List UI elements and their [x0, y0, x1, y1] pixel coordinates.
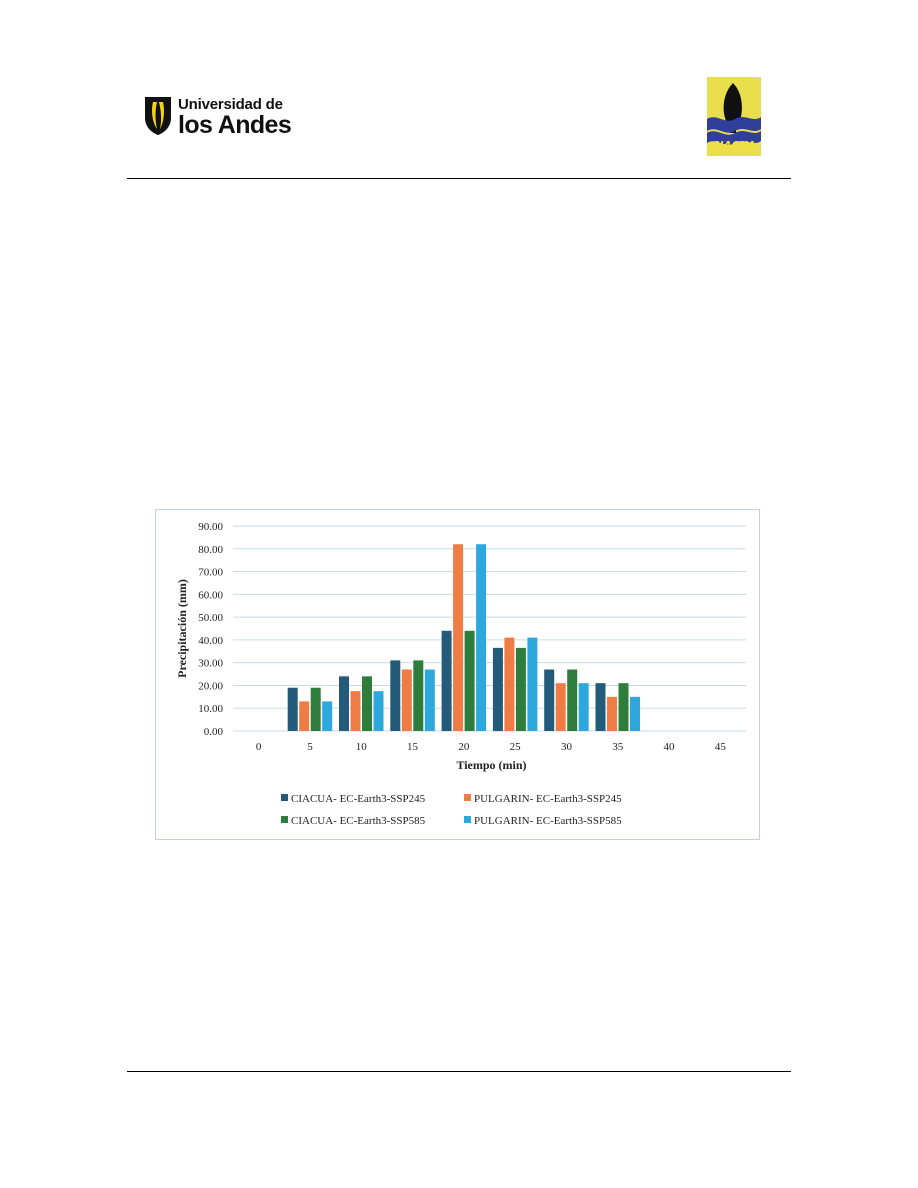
bar: [339, 676, 349, 731]
x-tick-label: 20: [458, 741, 470, 753]
y-tick-label: 30.00: [198, 657, 223, 670]
legend-swatch: [281, 816, 288, 823]
x-tick-label: 25: [509, 741, 521, 753]
bar: [351, 691, 361, 731]
legend-label: PULGARIN- EC-Earth3-SSP585: [474, 815, 622, 827]
footer-divider: [127, 1071, 791, 1072]
bar: [630, 697, 640, 731]
bar: [442, 631, 452, 731]
legend-label: CIACUA- EC-Earth3-SSP585: [291, 815, 426, 827]
legend-swatch: [464, 794, 471, 801]
bar: [374, 691, 384, 731]
bar: [556, 683, 566, 731]
x-tick-label: 35: [612, 741, 624, 753]
bar: [390, 660, 400, 731]
y-tick-label: 70.00: [198, 566, 223, 579]
precipitation-chart: [155, 509, 760, 840]
bar: [504, 638, 514, 731]
legend-swatch: [464, 816, 471, 823]
uniandes-logo-line2: los Andes: [178, 111, 292, 139]
bar: [413, 660, 423, 731]
bar: [493, 648, 503, 731]
uniandes-shield-icon: [142, 94, 174, 136]
ciacua-logo-text: CIACUA: [711, 140, 757, 151]
ciacua-logo: [707, 77, 761, 156]
bar: [322, 701, 332, 731]
bar: [311, 688, 321, 731]
bar: [288, 688, 298, 731]
bar: [476, 544, 486, 731]
x-tick-label: 40: [663, 741, 675, 753]
x-tick-label: 10: [355, 741, 367, 753]
x-tick-label: 30: [560, 741, 572, 753]
bar: [465, 631, 475, 731]
bar: [516, 648, 526, 731]
y-tick-label: 80.00: [198, 543, 223, 556]
bar: [527, 638, 537, 731]
header-divider: [127, 178, 791, 179]
x-tick-label: 15: [407, 741, 419, 753]
y-tick-label: 90.00: [198, 521, 223, 533]
universidad-de-los-andes-logo: [142, 94, 292, 139]
legend-label: PULGARIN- EC-Earth3-SSP245: [474, 793, 622, 805]
uniandes-logo-line1: Universidad de: [178, 96, 283, 113]
bar: [596, 683, 606, 731]
bar: [619, 683, 629, 731]
x-axis-title: Tiempo (min): [456, 758, 527, 772]
bar: [299, 701, 309, 731]
x-tick-label: 0: [255, 741, 262, 753]
bar: [607, 697, 617, 731]
bar: [544, 670, 554, 732]
bar: [567, 670, 577, 732]
bar: [425, 670, 435, 732]
bar: [453, 544, 463, 731]
bar: [402, 670, 412, 732]
y-tick-label: 0.00: [203, 726, 223, 738]
x-tick-label: 45: [714, 741, 726, 753]
y-tick-label: 50.00: [198, 612, 223, 625]
y-tick-label: 20.00: [198, 680, 223, 693]
bar: [579, 683, 589, 731]
precipitation-bar-chart: [156, 510, 761, 841]
legend-swatch: [281, 794, 288, 801]
x-tick-label: 5: [307, 741, 313, 753]
y-tick-label: 10.00: [198, 703, 223, 716]
bar: [362, 676, 372, 731]
y-axis-title: Precipitación (mm): [175, 579, 189, 678]
legend-label: CIACUA- EC-Earth3-SSP245: [291, 793, 426, 805]
y-tick-label: 60.00: [198, 589, 223, 602]
y-tick-label: 40.00: [198, 634, 223, 647]
